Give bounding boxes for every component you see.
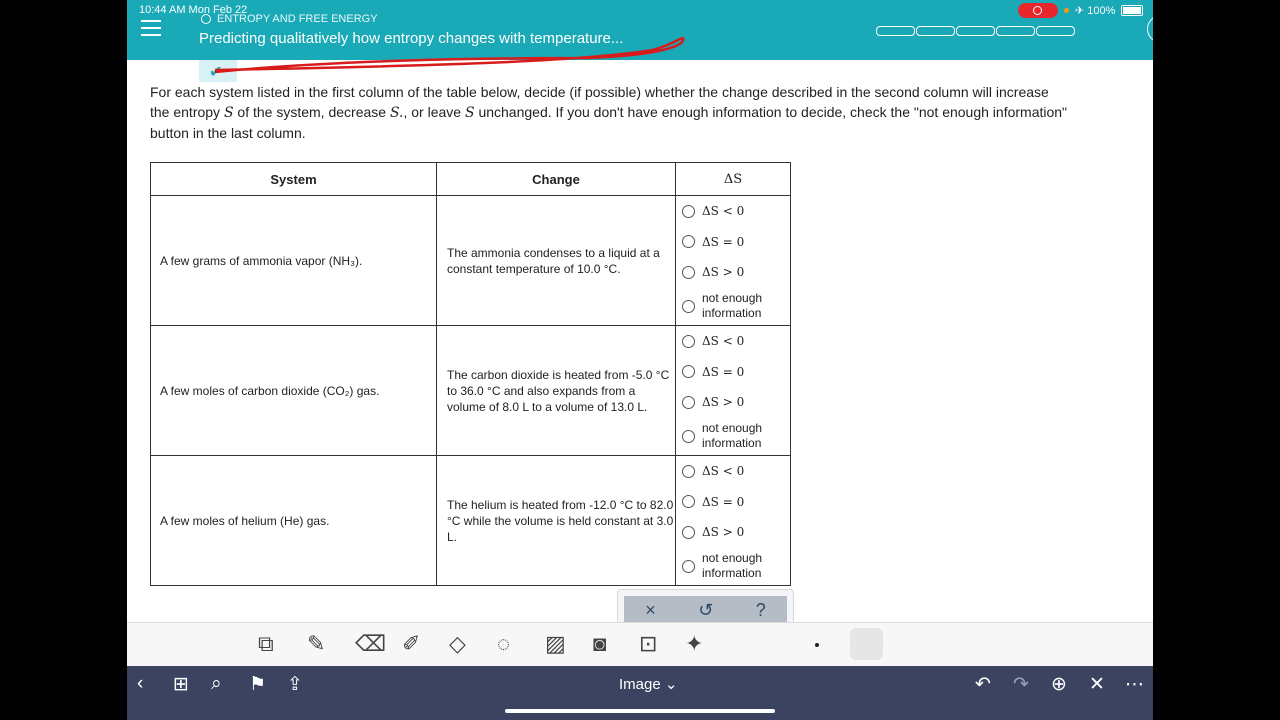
entropy-table xyxy=(150,162,791,586)
highlighter-icon[interactable]: ✐ xyxy=(402,631,421,656)
add-page-icon[interactable]: ⊕ xyxy=(1051,674,1067,695)
clear-button[interactable]: × xyxy=(645,599,656,620)
change-cell: The carbon dioxide is heated from -5.0 °C to 36.0 °C and also expands from a volume of 8.0 L to a volume of 13.0 L. xyxy=(437,326,676,456)
camera-icon[interactable]: ◙ xyxy=(593,631,607,656)
option-not-enough-info[interactable]: not enough information xyxy=(676,418,790,455)
document-title[interactable]: Image ⌄ xyxy=(619,676,678,693)
header-bar xyxy=(127,0,1153,60)
progress-segment xyxy=(916,26,955,36)
radio-button[interactable] xyxy=(682,266,695,279)
table-row xyxy=(151,456,791,586)
status-indicators xyxy=(1018,3,1143,18)
battery-label: ✈ 100% xyxy=(1075,5,1116,17)
screen-recording-icon[interactable] xyxy=(1018,3,1058,18)
radio-button[interactable] xyxy=(682,235,695,248)
system-cell: A few moles of helium (He) gas. xyxy=(151,456,437,586)
radio-button[interactable] xyxy=(682,495,695,508)
annotation-toolbar xyxy=(127,622,1153,667)
option-not-enough-info[interactable]: not enough information xyxy=(676,548,790,585)
option-zero[interactable]: ΔS = 0 xyxy=(676,487,790,518)
more-icon[interactable]: ⋯ xyxy=(1125,674,1144,695)
answer-tools xyxy=(617,589,794,625)
help-button[interactable]: ? xyxy=(755,599,766,620)
progress-segments xyxy=(876,26,1075,36)
bookmark-icon[interactable]: ⚑ xyxy=(249,674,267,695)
column-header-change: Change xyxy=(437,163,676,196)
option-negative[interactable]: ΔS < 0 xyxy=(676,456,790,487)
text-box-icon[interactable]: ⊡ xyxy=(639,631,658,656)
app-bottom-bar xyxy=(127,666,1153,720)
option-negative[interactable]: ΔS < 0 xyxy=(676,326,790,357)
radio-button[interactable] xyxy=(682,365,695,378)
pen-size-dot[interactable] xyxy=(815,643,819,647)
mic-indicator-icon xyxy=(1064,8,1069,13)
change-cell: The helium is heated from -12.0 °C to 82.0 °C while the volume is held constant at 3.0 L. xyxy=(437,456,676,586)
column-header-system: System xyxy=(151,163,437,196)
app-screen xyxy=(127,0,1153,720)
image-icon[interactable]: ▨ xyxy=(545,631,566,656)
column-header-delta-s: ΔS xyxy=(676,163,791,196)
check-icon: ✔ xyxy=(209,64,223,81)
radio-button[interactable] xyxy=(682,526,695,539)
option-negative[interactable]: ΔS < 0 xyxy=(676,196,790,227)
radio-button[interactable] xyxy=(682,430,695,443)
option-positive[interactable]: ΔS > 0 xyxy=(676,517,790,548)
stroke-style-selected[interactable] xyxy=(850,628,883,660)
options-cell xyxy=(676,326,791,456)
option-positive[interactable]: ΔS > 0 xyxy=(676,257,790,288)
option-positive[interactable]: ΔS > 0 xyxy=(676,387,790,418)
option-zero[interactable]: ΔS = 0 xyxy=(676,227,790,258)
option-zero[interactable]: ΔS = 0 xyxy=(676,357,790,388)
radio-button[interactable] xyxy=(682,560,695,573)
table-row xyxy=(151,326,791,456)
radio-button[interactable] xyxy=(682,465,695,478)
page-title: Predicting qualitatively how entropy changes with temperature... xyxy=(199,30,624,47)
redo-icon[interactable]: ↷ xyxy=(1013,674,1029,695)
change-cell: The ammonia condenses to a liquid at a constant temperature of 10.0 °C. xyxy=(437,196,676,326)
progress-segment xyxy=(1036,26,1075,36)
back-icon[interactable]: ‹ xyxy=(137,673,144,694)
radio-button[interactable] xyxy=(682,300,695,313)
shapes-icon[interactable]: ◇ xyxy=(449,631,466,656)
option-not-enough-info[interactable]: not enough information xyxy=(676,288,790,325)
battery-icon xyxy=(1121,5,1143,16)
undo-icon[interactable]: ↶ xyxy=(975,674,991,695)
undo-button[interactable]: ↺ xyxy=(698,599,714,620)
options-cell xyxy=(676,456,791,586)
home-indicator[interactable] xyxy=(505,709,775,713)
progress-segment xyxy=(996,26,1035,36)
table-row xyxy=(151,196,791,326)
system-cell: A few grams of ammonia vapor (NH₃). xyxy=(151,196,437,326)
menu-icon[interactable] xyxy=(141,20,161,36)
radio-button[interactable] xyxy=(682,205,695,218)
laser-pointer-icon[interactable]: ✦ xyxy=(685,631,704,656)
topic-label: ENTROPY AND FREE ENERGY xyxy=(201,13,378,25)
radio-button[interactable] xyxy=(682,396,695,409)
instructions-text: For each system listed in the first column of the table below, decide (if possible) whether the change described in the second column will increase the entropy S of the system, decrease S., or leave S unchanged. If you don't have enough information to decide, check the "not enough information" button in the last column. xyxy=(150,84,1068,141)
check-tab[interactable] xyxy=(199,60,237,82)
pen-icon[interactable]: ✎ xyxy=(307,631,326,656)
lasso-select-icon[interactable]: ⧉ xyxy=(258,631,274,656)
close-edit-icon[interactable]: ✕ xyxy=(1089,674,1105,695)
share-icon[interactable]: ⇪ xyxy=(287,674,303,695)
search-icon[interactable]: ⌕ xyxy=(211,673,222,694)
lasso-icon[interactable]: ◌ xyxy=(497,631,511,656)
help-button[interactable] xyxy=(1147,15,1153,43)
options-cell xyxy=(676,196,791,326)
status-time: 10:44 AM Mon Feb 22 xyxy=(139,4,248,16)
radio-button[interactable] xyxy=(682,335,695,348)
progress-segment xyxy=(876,26,915,36)
system-cell: A few moles of carbon dioxide (CO₂) gas. xyxy=(151,326,437,456)
grid-view-icon[interactable]: ⊞ xyxy=(173,674,189,695)
progress-segment xyxy=(956,26,995,36)
eraser-icon[interactable]: ⌫ xyxy=(355,631,387,656)
